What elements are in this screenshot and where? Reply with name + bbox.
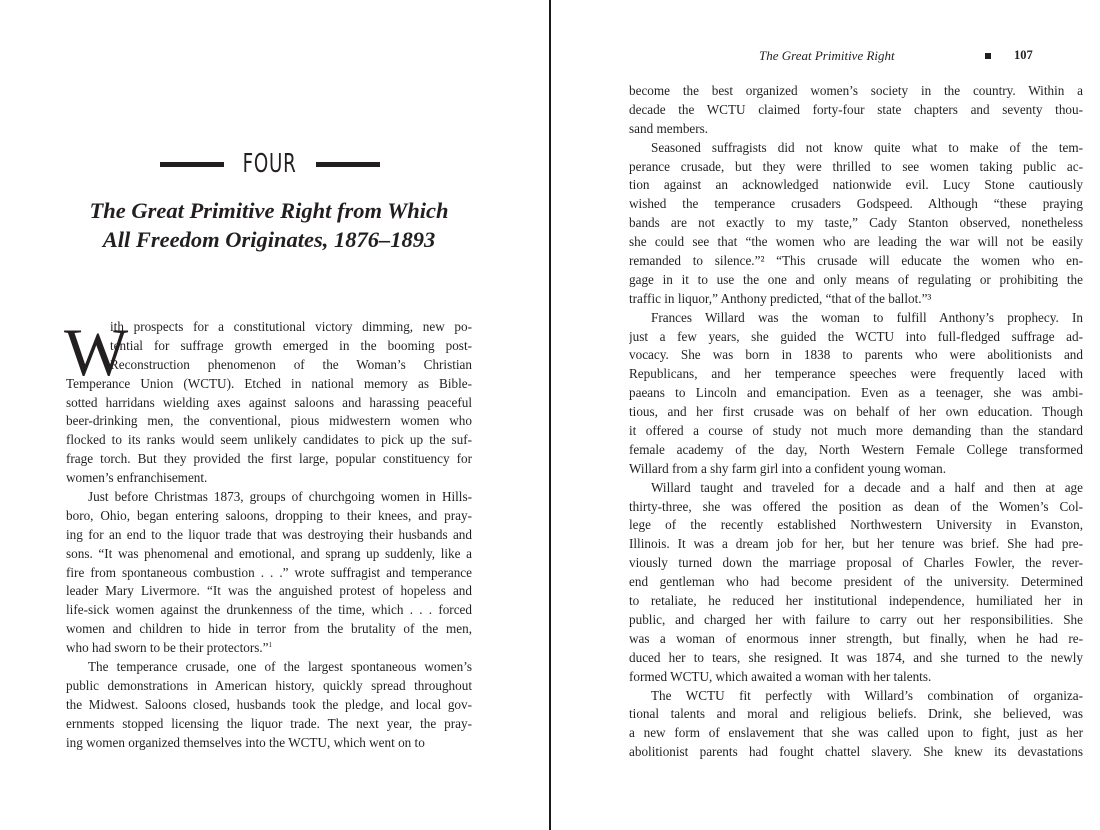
text-line: leader Mary Livermore. “It was the anguished protest of hopeless and <box>66 583 472 599</box>
text-line: the Midwest. Saloons closed, husbands took the pledge, and local gov- <box>66 696 472 712</box>
text-line: The temperance crusade, one of the largest spontaneous women’s <box>88 659 472 675</box>
text-line: Temperance Union (WCTU). Etched in national memory as Bible- <box>66 375 472 391</box>
text-line: a new form of enslavement that she was called upon to fight, just as her <box>629 725 1083 741</box>
text-line: Seasoned suffragists did not know quite what to make of the tem- <box>651 139 1083 155</box>
right-page <box>551 0 1100 830</box>
text-line: frage torch. But they provided the first large, popular constituency for <box>66 451 472 467</box>
text-line: Republicans, and her temperance speeches were frequently laced with <box>629 366 1083 382</box>
text-line: who had sworn to be their protectors.”$^1$ <box>66 640 273 656</box>
text-line: female academy of the day, North Western Female College transformed <box>629 441 1083 457</box>
text-line: ing women organized themselves into the WCTU, which went on to <box>66 734 425 750</box>
text-line: bands are not exactly to my taste,” Cady Stanton observed, nonetheless <box>629 215 1083 231</box>
text-line: tion against an acknowledged nationwide evil. Lucy Stone cautiously <box>629 177 1083 193</box>
text-line: formed WCTU, which awaited a woman with her talents. <box>629 668 932 684</box>
text-line: wished the temperance crusaders Godspeed. Although “these praying <box>629 196 1083 212</box>
chapter-title <box>64 196 474 254</box>
text-line: flocked to its ranks would seem unlikely candidates to pick up the suf- <box>66 432 472 448</box>
text-line: sons. “It was phenomenal and emotional, and sprang up suddenly, like a <box>66 545 472 561</box>
chapter-heading <box>160 147 380 181</box>
text-line: thirty-three, she was offered the position as dean of the Women’s Col- <box>629 498 1083 514</box>
left-body-text <box>64 314 472 752</box>
running-head: The Great Primitive Right <box>759 48 895 63</box>
text-line: decade the WCTU claimed forty-four state chapters and seventy thou- <box>629 101 1083 117</box>
text-line: perance crusade, but they were thrilled to see women taking public ac- <box>629 158 1083 174</box>
text-line: fire from spontaneous combustion . . .” wrote suffragist and temperance <box>66 564 472 580</box>
text-line: viously turned down the marriage proposal of Charles Fowler, the rever- <box>629 555 1083 571</box>
right-body-text <box>629 82 1083 762</box>
chapter-title-line: All Freedom Originates, 1876–1893 <box>102 227 436 252</box>
text-line: ernments stopped licensing the liquor trade. The next year, the pray- <box>66 715 472 731</box>
text-line: paeans to Lincoln and emancipation. Even as a teenager, she was ambi- <box>629 385 1083 401</box>
text-line: just a few years, she guided the WCTU into full-fledged suffrage ad- <box>629 328 1083 344</box>
text-line: it offered a course of study not much more demanding than the standard <box>629 423 1083 439</box>
text-line: beer-drinking men, the conventional, pious midwestern women who <box>66 413 472 429</box>
text-line: abolitionist parents had fought chattel slavery. She knew its devastations <box>629 744 1083 760</box>
chapter-title-line: The Great Primitive Right from Which <box>89 198 449 223</box>
square-bullet-icon <box>985 53 991 59</box>
text-line: Illinois. It was a dream job for her, but her tenure was brief. She had pre- <box>629 536 1083 552</box>
text-line: Willard from a shy farm girl into a confident young woman. <box>629 460 946 476</box>
text-line: women and children to hide in terror from the brutality of the men, <box>66 621 472 637</box>
text-line: tional talents and moral and religious beliefs. Drink, she believed, was <box>629 706 1083 722</box>
text-line: public demonstrations in American history, quickly spread throughout <box>66 677 472 693</box>
text-line: The WCTU fit perfectly with Willard’s combination of organiza- <box>651 687 1083 703</box>
chapter-rule-right <box>316 162 380 167</box>
text-line: Willard taught and traveled for a decade and a half and then at age <box>651 479 1083 495</box>
text-line: remanded to silence.”² “This crusade will educate the women who en- <box>629 253 1083 269</box>
text-line: Frances Willard was the woman to fulfill Anthony’s prophecy. In <box>651 309 1083 325</box>
text-line: sotted harridans wielding axes against saloons and harassing peaceful <box>66 394 472 410</box>
text-line: women’s enfranchisement. <box>66 470 208 486</box>
text-line: traffic in liquor,” Anthony predicted, “that of the ballot.”³ <box>629 290 932 306</box>
text-line: duced her to tears, she resigned. It was 1874, and she turned to the newly <box>629 649 1083 665</box>
page-number: 107 <box>1014 48 1033 62</box>
chapter-rule-left <box>160 162 224 167</box>
chapter-number: FOUR <box>242 149 298 179</box>
text-line: life-sick women against the drunkenness of the time, which . . . forced <box>66 602 472 618</box>
text-line: public, and charged her with failure to carry out her responsibilities. She <box>629 611 1083 627</box>
text-line: vocacy. She was born in 1838 to parents who were abolitionists and <box>629 347 1083 363</box>
text-line: tious, and her first crusade was on behalf of her own education. Though <box>629 404 1083 420</box>
text-line: end gentleman who had become president of the university. Determined <box>629 574 1083 590</box>
text-line: sand members. <box>629 120 709 136</box>
text-line: become the best organized women’s society in the country. Within a <box>629 83 1083 98</box>
drop-cap: W <box>64 314 129 390</box>
text-line: gage in it to use the one and only means of regulating or prohibiting the <box>629 271 1083 287</box>
text-line: tential for suffrage growth emerged in the booming post- <box>110 337 472 353</box>
left-page <box>0 0 549 830</box>
text-line: she could see that “the women who are leading the war will not be easily <box>629 234 1083 250</box>
text-line: ith prospects for a constitutional victory dimming, new po- <box>110 319 472 334</box>
text-line: was a woman of enormous inner strength, but finally, when he had re- <box>629 630 1083 646</box>
footnote-ref: 1 <box>268 641 273 650</box>
text-line: lege of the recently established Northwestern University in Evanston, <box>629 517 1083 533</box>
text-line: boro, Ohio, began entering saloons, dropping to their knees, and pray- <box>66 507 472 523</box>
text-line: ing for an end to the liquor trade that was destroying their husbands and <box>66 526 472 542</box>
text-line: to retaliate, he reduced her institutional independence, humiliated her in <box>629 593 1083 609</box>
text-line: Just before Christmas 1873, groups of churchgoing women in Hills- <box>88 489 472 505</box>
text-line: Reconstruction phenomenon of the Woman’s Christian <box>110 356 472 372</box>
